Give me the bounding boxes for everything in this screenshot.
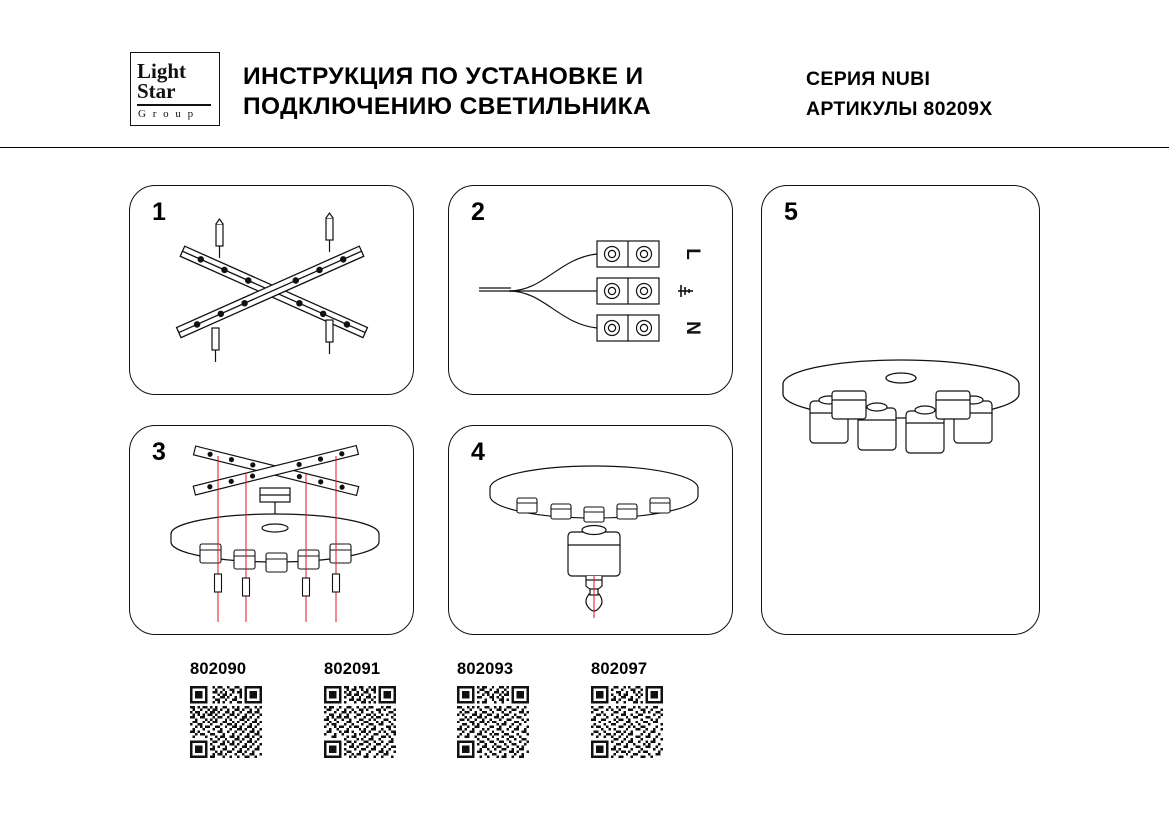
- qr-item: [324, 660, 464, 758]
- earth-symbol-icon: [678, 285, 693, 297]
- lamp-shade-installation-illustration: [449, 426, 734, 636]
- step-panel-4: [448, 425, 733, 635]
- step-panel-2: [448, 185, 733, 395]
- step-panel-1: [129, 185, 414, 395]
- ceiling-base-attachment-illustration: [130, 426, 415, 636]
- qr-item: [591, 660, 731, 758]
- terminal-label-live: L: [682, 248, 703, 260]
- logo-line-2: Star: [137, 79, 176, 103]
- assembled-fixture-illustration: [762, 186, 1041, 636]
- qr-code-label: 802091: [324, 660, 381, 678]
- qr-code-image[interactable]: [190, 686, 262, 758]
- logo-line-1: Light: [137, 59, 187, 83]
- page-title-line-1: ИНСТРУКЦИЯ ПО УСТАНОВКЕ И: [243, 63, 644, 90]
- mounting-cross-bracket-illustration: [130, 186, 415, 396]
- qr-code-label: 802090: [190, 660, 247, 678]
- terminal-label-neutral: N: [682, 321, 703, 335]
- terminal-block-wiring-illustration: [449, 186, 734, 396]
- step-panel-3: [129, 425, 414, 635]
- logo-subtitle: G r o u p: [138, 107, 196, 120]
- brand-logo: [130, 52, 220, 126]
- qr-code-image[interactable]: [591, 686, 663, 758]
- qr-section: [0, 660, 1169, 826]
- step-number-4: 4: [471, 438, 485, 466]
- qr-code-image[interactable]: [324, 686, 396, 758]
- qr-item: [190, 660, 330, 758]
- qr-code-label: 802097: [591, 660, 648, 678]
- header-divider: [0, 147, 1169, 148]
- step-panel-5: [761, 185, 1040, 635]
- step-number-1: 1: [152, 198, 166, 226]
- qr-item: [457, 660, 597, 758]
- header: [0, 0, 1169, 148]
- step-number-3: 3: [152, 438, 166, 466]
- page-title-line-2: ПОДКЛЮЧЕНИЮ СВЕТИЛЬНИКА: [243, 93, 652, 120]
- series-info: [806, 64, 1136, 124]
- page-title: [243, 62, 763, 122]
- qr-code-image[interactable]: [457, 686, 529, 758]
- step-number-2: 2: [471, 198, 485, 226]
- article-numbers: АРТИКУЛЫ 80209X: [806, 98, 993, 120]
- qr-code-label: 802093: [457, 660, 514, 678]
- series-name: СЕРИЯ NUBI: [806, 68, 931, 90]
- step-number-5: 5: [784, 198, 798, 226]
